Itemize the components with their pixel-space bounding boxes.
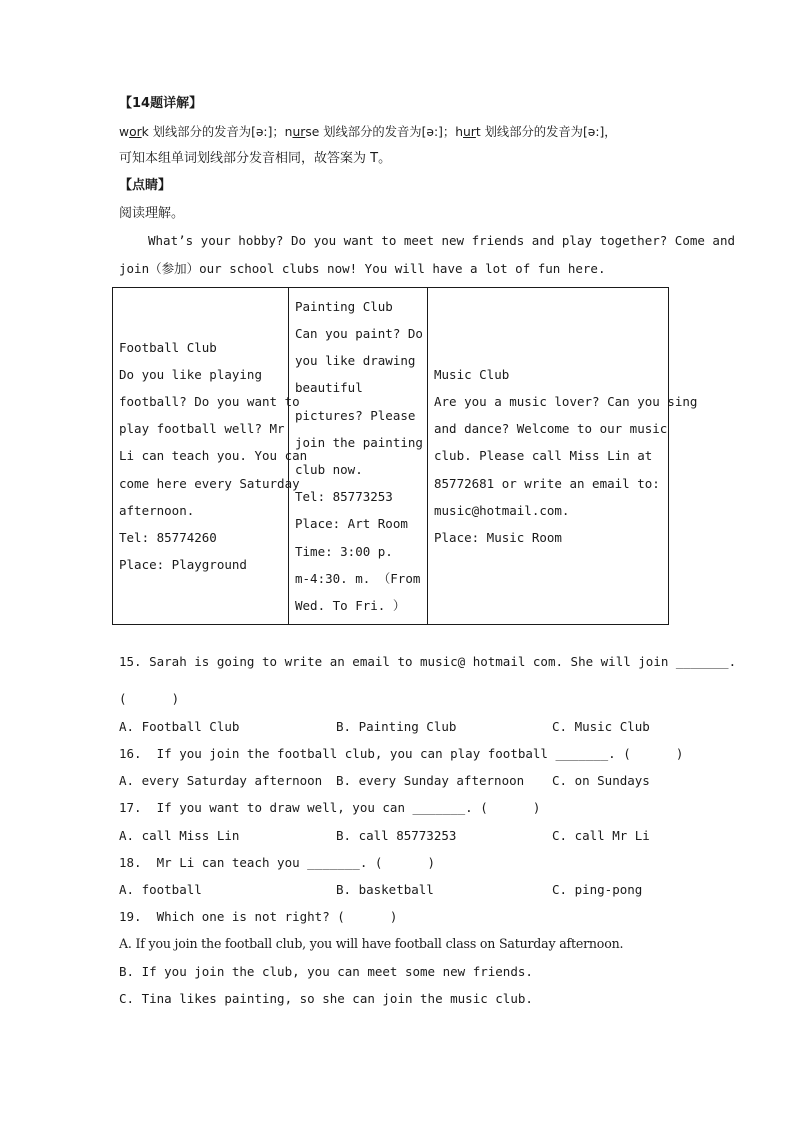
question-15-stem: 15. Sarah is going to write an email to music@ hotmail com. She will join _______. [119, 654, 737, 669]
question-19-stem: 19. Which one is not right? ( ) [119, 909, 398, 924]
music-club-title: Music Club [434, 366, 510, 382]
question-17-option-a: A. call Miss Lin [119, 828, 240, 843]
question-16-option-c: C. on Sundays [552, 773, 650, 788]
football-club-line: Do you like playing [119, 366, 262, 382]
music-club-cell [428, 288, 698, 625]
question-17-option-b: B. call 85773253 [336, 828, 457, 843]
passage-line-2: join（参加）our school clubs now! You will have a lot of fun here. [119, 261, 606, 276]
music-club-line: club. Please call Miss Lin at [434, 448, 653, 464]
painting-club-place: Place: Art Room [295, 516, 408, 532]
question-18-option-c: C. ping-pong [552, 882, 643, 897]
painting-club-title: Painting Club [295, 298, 393, 314]
question-15-bracket: ( ) [119, 691, 180, 706]
music-club-line: and dance? Welcome to our music [434, 421, 668, 437]
question-15-option-b: B. Painting Club [336, 719, 457, 734]
football-club-line: play football well? Mr [119, 421, 285, 437]
football-club-title: Football Club [119, 339, 217, 355]
painting-club-line: pictures? Please [295, 407, 416, 423]
question-16-option-a: A. every Saturday afternoon [119, 773, 323, 788]
dianjing-heading: 【点睛】 [119, 178, 172, 193]
question-19-option-c: C. Tina likes painting, so she can join the music club. [119, 991, 533, 1006]
question-19-option-b: B. If you join the club, you can meet some new friends. [119, 964, 533, 979]
question-18-option-a: A. football [119, 882, 202, 897]
question-16-stem: 16. If you join the football club, you can play football _______. ( ) [119, 746, 684, 761]
q14-explanation-line2: 可知本组单词划线部分发音相同，故答案为 T。 [119, 151, 392, 166]
clubs-table [112, 287, 698, 625]
dianjing-text: 阅读理解。 [119, 206, 185, 221]
question-19-option-a: A. If you join the football club, you will have football class on Saturday afternoon. [119, 936, 624, 951]
music-club-place: Place: Music Room [434, 530, 562, 545]
football-club-line: come here every Saturday [119, 475, 300, 491]
music-club-line: Are you a music lover? Can you sing [434, 393, 698, 409]
question-18-stem: 18. Mr Li can teach you _______. ( ) [119, 855, 436, 870]
q14-heading: 【14题详解】 [119, 96, 203, 111]
painting-club-time: Wed. To Fri. ） [295, 598, 406, 614]
question-17-option-c: C. call Mr Li [552, 828, 650, 843]
football-club-place: Place: Playground [119, 557, 247, 573]
painting-club-cell [289, 288, 428, 625]
football-club-line: Li can teach you. You can [119, 448, 308, 464]
painting-club-line: join the painting [295, 434, 423, 450]
painting-club-line: you like drawing [295, 353, 416, 369]
question-17-stem: 17. If you want to draw well, you can _______. ( ) [119, 800, 541, 815]
music-club-email: music@hotmail.com. [434, 502, 570, 518]
music-club-line: 85772681 or write an email to: [434, 475, 660, 491]
question-16-option-b: B. every Sunday afternoon [336, 773, 525, 788]
painting-club-line: club now. [295, 462, 363, 477]
question-18-option-b: B. basketball [336, 882, 434, 897]
painting-club-tel: Tel: 85773253 [295, 489, 393, 505]
painting-club-line: beautiful [295, 380, 363, 396]
football-club-line: football? Do you want to [119, 393, 300, 409]
painting-club-time: Time: 3:00 p. [295, 543, 393, 559]
football-club-line: afternoon. [119, 502, 195, 518]
painting-club-time: m-4:30. m. （From [295, 570, 421, 586]
question-15-option-a: A. Football Club [119, 719, 240, 734]
football-club-cell [113, 288, 308, 625]
passage-line-1: What’s your hobby? Do you want to meet new friends and play together? Come and [148, 233, 735, 248]
football-club-tel: Tel: 85774260 [119, 530, 217, 545]
painting-club-line: Can you paint? Do [295, 325, 423, 341]
question-15-option-c: C. Music Club [552, 719, 650, 734]
q14-explanation-line1: work 划线部分的发音为[ə:]；nurse 划线部分的发音为[ə:]；hurt 划线部分的发音为[ə:]， [119, 125, 617, 139]
